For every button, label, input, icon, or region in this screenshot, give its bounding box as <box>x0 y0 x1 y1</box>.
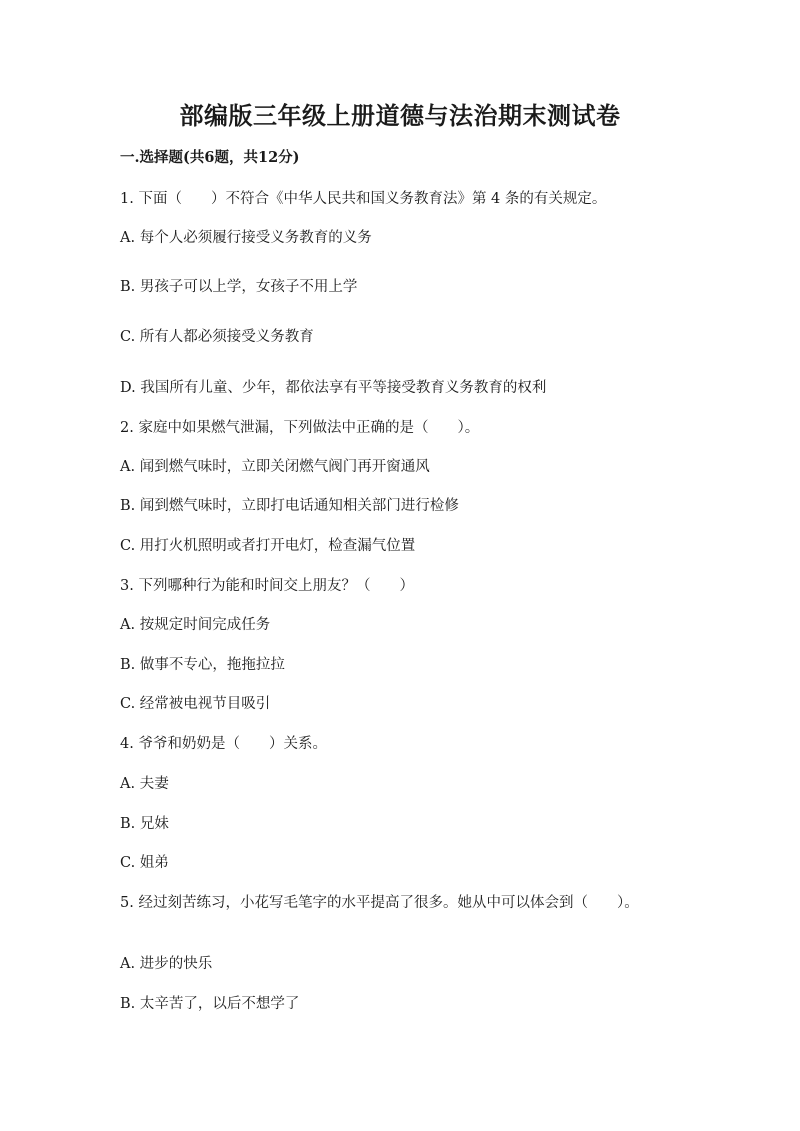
option-2a: A. 闻到燃气味时，立即关闭燃气阀门再开窗通风 <box>120 459 430 475</box>
option-5b: B. 太辛苦了，以后不想学了 <box>120 996 300 1012</box>
option-5a: A. 进步的快乐 <box>120 956 213 972</box>
page-title: 部编版三年级上册道德与法治期末测试卷 <box>179 101 621 130</box>
option-3c: C. 经常被电视节目吸引 <box>120 696 271 712</box>
question-stem-3: 3. 下列哪种行为能和时间交上朋友？（ ） <box>120 578 414 594</box>
option-2b: B. 闻到燃气味时，立即打电话通知相关部门进行检修 <box>120 498 459 514</box>
option-1b: B. 男孩子可以上学，女孩子不用上学 <box>120 279 358 295</box>
question-stem-1: 1. 下面（ ）不符合《中华人民共和国义务教育法》第 4 条的有关规定。 <box>120 191 607 207</box>
option-1a: A. 每个人必须履行接受义务教育的义务 <box>120 230 372 246</box>
section-heading: 一.选择题(共6题，共12分) <box>120 149 300 166</box>
option-4c: C. 姐弟 <box>120 855 169 871</box>
option-3b: B. 做事不专心，拖拖拉拉 <box>120 657 285 673</box>
option-4b: B. 兄妹 <box>120 816 169 832</box>
question-stem-5: 5. 经过刻苦练习，小花写毛笔字的水平提高了很多。她从中可以体会到（ ）。 <box>120 895 639 911</box>
option-4a: A. 夫妻 <box>120 776 169 792</box>
option-1c: C. 所有人都必须接受义务教育 <box>120 329 314 345</box>
option-1d: D. 我国所有儿童、少年，都依法享有平等接受教育义务教育的权利 <box>120 380 547 396</box>
option-2c: C. 用打火机照明或者打开电灯，检查漏气位置 <box>120 538 416 554</box>
option-3a: A. 按规定时间完成任务 <box>120 617 271 633</box>
question-stem-4: 4. 爷爷和奶奶是（ ）关系。 <box>120 736 327 752</box>
question-stem-2: 2. 家庭中如果燃气泄漏，下列做法中正确的是（ ）。 <box>120 420 480 436</box>
